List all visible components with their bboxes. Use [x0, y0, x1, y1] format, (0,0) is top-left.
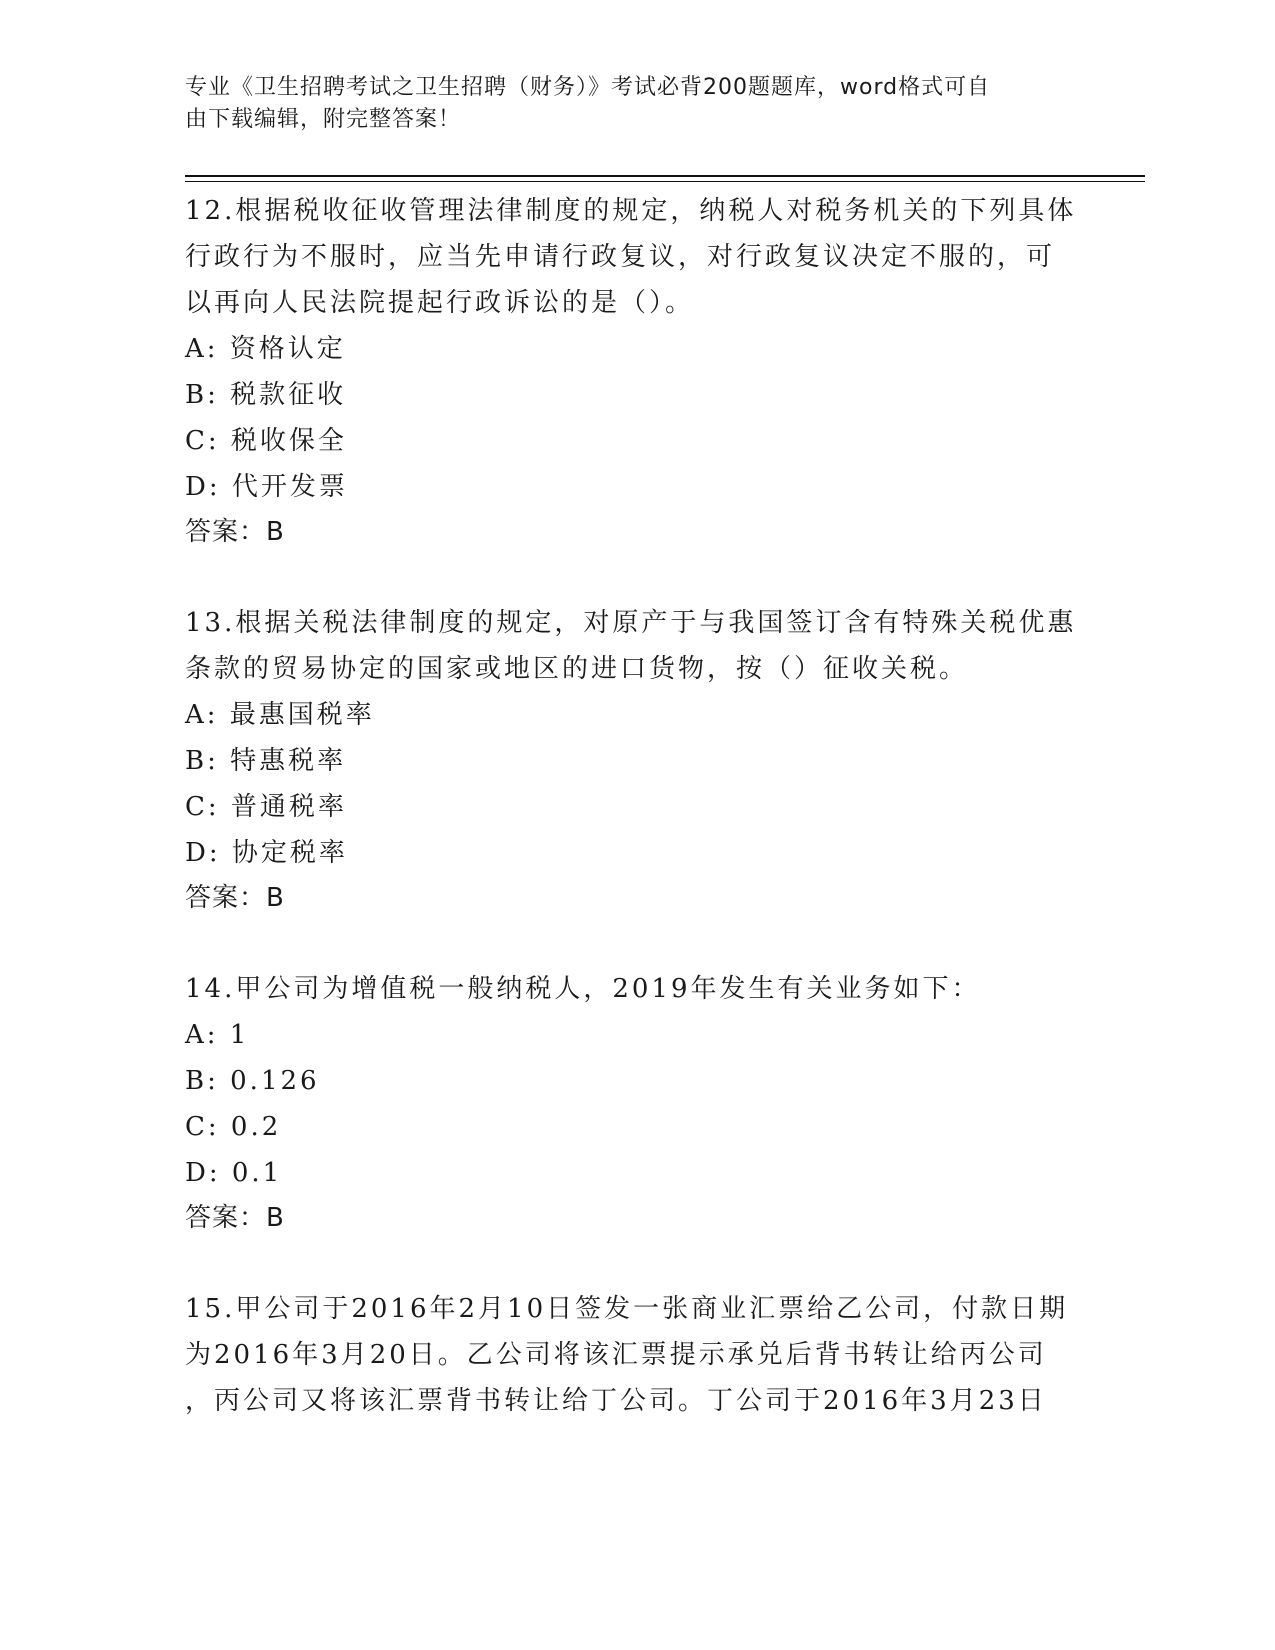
header-divider-thick: [185, 175, 1145, 177]
question-stem-line: 14.甲公司为增值税一般纳税人，2019年发生有关业务如下：: [185, 974, 981, 1004]
question-stem-line: 行政行为不服时，应当先申请行政复议，对行政复议决定不服的，可: [185, 242, 1056, 272]
question-stem-line: 条款的贸易协定的国家或地区的进口货物，按（）征收关税。: [185, 654, 969, 684]
option-a: A: 1: [185, 1020, 250, 1050]
answer-label: 答案：B: [185, 883, 285, 913]
question-12: [185, 188, 1085, 554]
option-d: D: 0.1: [185, 1158, 283, 1188]
answer-label: 答案：B: [185, 1203, 285, 1233]
question-stem-line: 15.甲公司于2016年2月10日签发一张商业汇票给乙公司，付款日期: [185, 1294, 1069, 1324]
option-a: A: 资格认定: [185, 334, 346, 364]
question-stem-line: 13.根据关税法律制度的规定，对原产于与我国签订含有特殊关税优惠: [185, 608, 1077, 638]
option-b: B: 税款征收: [185, 380, 347, 410]
question-stem-line: 为2016年3月20日。乙公司将该汇票提示承兑后背书转让给丙公司: [185, 1340, 1047, 1370]
document-header: [185, 72, 1065, 136]
option-b: B: 0.126: [185, 1066, 320, 1096]
option-a: A: 最惠国税率: [185, 700, 375, 730]
question-14: [185, 966, 1085, 1240]
question-stem-line: 12.根据税收征收管理法律制度的规定，纳税人对税务机关的下列具体: [185, 196, 1077, 226]
question-13: [185, 600, 1085, 920]
question-15: [185, 1286, 1085, 1424]
option-d: D: 代开发票: [185, 472, 348, 502]
question-stem-line: ，丙公司又将该汇票背书转让给丁公司。丁公司于2016年3月23日: [185, 1386, 1047, 1416]
header-line-2: 由下载编辑，附完整答案！: [185, 107, 462, 132]
option-b: B: 特惠税率: [185, 746, 347, 776]
option-d: D: 协定税率: [185, 838, 348, 868]
question-list: [185, 188, 1085, 1470]
option-c: C: 税收保全: [185, 426, 347, 456]
option-c: C: 普通税率: [185, 792, 347, 822]
answer-label: 答案：B: [185, 517, 285, 547]
option-c: C: 0.2: [185, 1112, 282, 1142]
question-stem-line: 以再向人民法院提起行政诉讼的是（）。: [185, 288, 695, 318]
header-line-1: 专业《卫生招聘考试之卫生招聘（财务）》考试必背200题题库，word格式可自: [185, 75, 991, 100]
header-divider-thin: [185, 181, 1145, 182]
